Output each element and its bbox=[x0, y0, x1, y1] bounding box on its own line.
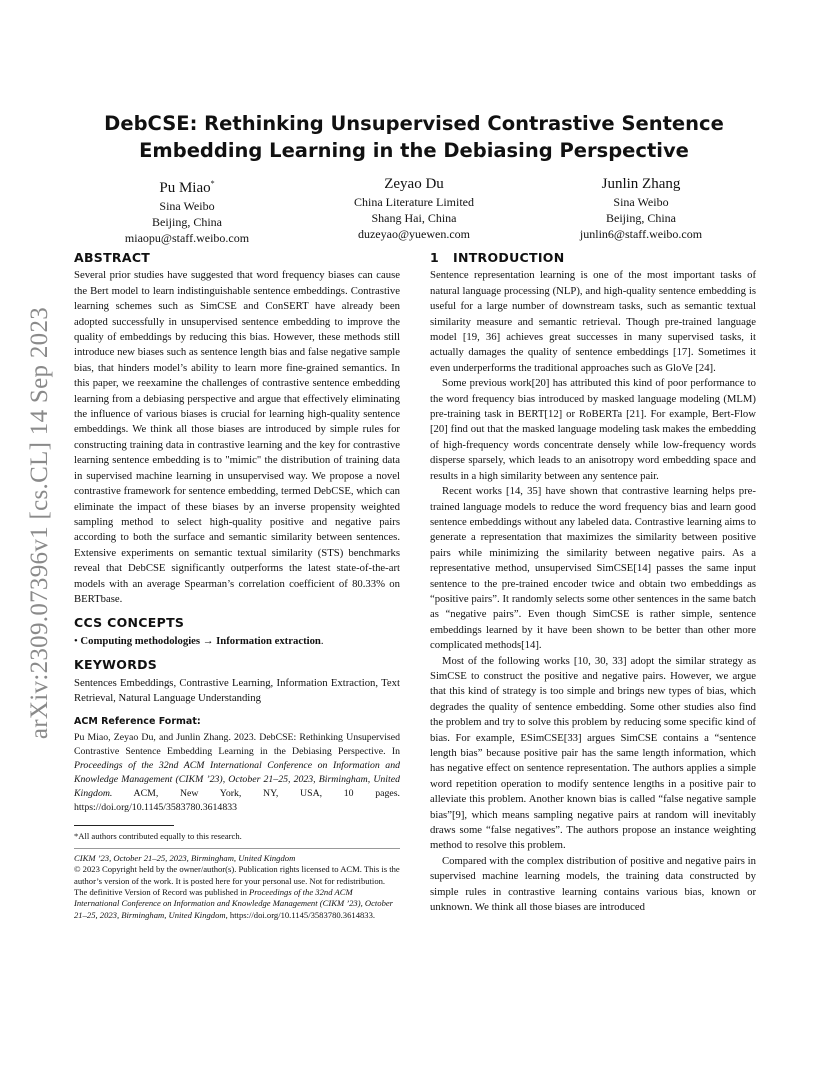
intro-paragraph-4: Most of the following works [10, 30, 33] adopt the similar strategy as SimCSE to construct the positive and negative pairs. However, we argue that this kind of strategy is too simple and brings new types of bias, which degrades the quality of sentence embedding. Some other studies also find the problem and try to solve this problem by reducing some specific kind of bias. For example, ESimCSE[33] argues SimCSE contains a “sentence length bias” because positive pair has the same length information, which has negative effect on sentence representation. The authors applies a simple word repetition operation to modify sentence lengths in a positive pair to alleviate this problem. Another known bias is called “false negative sample bias”[9], which means sampling negative pairs at random will inevitably draws some “false negatives”. The authors propose an instance weighting method to resolve this problem. bbox=[430, 654, 756, 852]
intro-paragraph-2: Some previous work[20] has attributed this kind of poor performance to the word frequency bias introduced by masked language modeling (MLM) pre-training task in BERT[12] or RoBERTa [21]. For example, Bert-Flow [20] find out that the masked language modeling task makes the embedding of high-frequency words concentrate densely while low-frequency words disperse sparsely, which leads to an anisotropy word embedding space and results in a high similarity between any sentence pair. bbox=[430, 377, 756, 482]
author-3-email[interactable]: junlin6@staff.weibo.com bbox=[579, 227, 703, 241]
paper-title bbox=[74, 110, 754, 164]
introduction-heading: 1 INTRODUCTION bbox=[430, 250, 565, 265]
copyright-block: CIKM ’23, October 21–25, 2023, Birmingham, United Kingdom © 2023 Copyright held by the owner/author(s). Publication rights licensed to ACM. This is the author’s version of the work. It is posted here for your personal use. Not for redistribution. The definitive Version of Record was published in Proceedings of the 32nd ACM International Conference on Information and Knowledge Management (CIKM ’23), October 21–25, 2023, Birmingham, United Kingdom, https://doi.org/10.1145/3583780.3614833. bbox=[74, 848, 400, 921]
acm-reference-heading: ACM Reference Format: bbox=[74, 716, 201, 728]
arxiv-watermark: arXiv:2309.07396v1 [cs.CL] 14 Sep 2023 bbox=[26, 306, 53, 740]
left-column bbox=[74, 250, 400, 921]
author-1: Pu Miao* Sina Weibo Beijing, China miaopu@staff.weibo.com bbox=[74, 174, 300, 246]
intro-paragraph-1: Sentence representation learning is one of the most important tasks of natural language processing (NLP), and high-quality sentence embedding is useful for a large number of downstream tasks, such as semantic textual similarity measure and semantic retrieval. Though pre-trained language model [19, 36] achieves great successes in many supervised tasks, it actually damages the quality of sentence embeddings [17]. Sometimes it even underperforms the traditional approaches such as GloVe [24]. bbox=[430, 269, 756, 374]
footnote: *All authors contributed equally to this research. bbox=[74, 830, 242, 841]
right-column bbox=[430, 250, 756, 915]
author-2-email[interactable]: duzeyao@yuewen.com bbox=[357, 227, 470, 241]
keywords-heading: KEYWORDS bbox=[74, 657, 158, 673]
abstract-text: Several prior studies have suggested that word frequency biases can cause the Bert model to learn indistinguishable sentence embeddings. Contrastive learning schemes such as SimCSE and ConSERT have already been adopted successfully in unsupervised sentence embedding to improve the quality of embeddings by reducing this bias. However, these methods still introduce new biases such as sentence length bias and false negative sample bias, that hinders model’s ability to learn more fine-grained semantics. In this paper, we reexamine the challenges of contrastive sentence embedding learning from a debiasing perspective and argue that effectively eliminating the influence of various biases is crucial for learning high-quality sentence embeddings. We think all those biases are introduced by simple rules for constructing training data in contrastive learning and the key for contrastive learning sentence embedding is to "mimic" the distribution of training data in supervised machine learning in unsupervised way. We propose a novel contrastive framework for sentence embedding, termed DebCSE, which can eliminate the impact of these biases by an inverse propensity weighted sampling method to select high-quality positive and negative pairs according to both the surface and semantic similarity between sentences. Extensive experiments on semantic textual similarity (STS) benchmarks reveal that DebCSE significantly outperforms the latest state-of-the-art models with an average Spearman’s correlation coefficient of 80.33% on BERTbase. bbox=[74, 269, 400, 605]
author-1-email[interactable]: miaopu@staff.weibo.com bbox=[124, 231, 250, 245]
keywords-text: Sentences Embeddings, Contrastive Learning, Information Extraction, Text Retrieval, Natural Language Understanding bbox=[74, 676, 400, 704]
abstract-heading: ABSTRACT bbox=[74, 250, 151, 265]
footnote-rule bbox=[74, 825, 174, 826]
author-3: Junlin Zhang Sina Weibo Beijing, China junlin6@staff.weibo.com bbox=[528, 174, 754, 242]
title-line-1: DebCSE: Rethinking Unsupervised Contrastive Sentence bbox=[104, 112, 724, 135]
author-2: Zeyao Du China Literature Limited Shang Hai, China duzeyao@yuewen.com bbox=[301, 174, 527, 242]
acm-reference-text: Pu Miao, Zeyao Du, and Junlin Zhang. 2023. DebCSE: Rethinking Unsupervised Contrastive Sentence Embedding Learning in the Debiasing Perspective. In Proceedings of the 32nd ACM International Conference on Information and Knowledge Management (CIKM ’23), October 21–25, 2023, Birmingham, United Kingdom. ACM, New York, NY, USA, 10 pages. https://doi.org/10.1145/3583780.3614833 bbox=[74, 731, 400, 813]
intro-paragraph-3: Recent works [14, 35] have shown that contrastive learning helps pre-trained language models to reduce the word frequency bias and learn good sentence embeddings without any labeled data. Contrastive learning aims to generate a representation that maximizes the similarity between positive pairs while minimizing the similarity between negative pairs. As a representative method, unsupervised SimCSE[14] passes the same input sentence to the pre-trained encoder twice and obtain two embeddings as “positive pairs”. It randomly selects some other sentences in the same batch as “negative pairs”. Even though SimCSE is rather simple, sentence embeddings learned by it have been shown to be better than other more complicated methods[14]. bbox=[430, 485, 756, 652]
ccs-heading: CCS CONCEPTS bbox=[74, 615, 185, 631]
ccs-concepts: • Computing methodologies → Information extraction. bbox=[74, 634, 324, 647]
title-line-2: Embedding Learning in the Debiasing Perspective bbox=[139, 139, 689, 162]
author-block bbox=[74, 174, 754, 244]
intro-paragraph-5: Compared with the complex distribution of positive and negative pairs in supervised machine learning models, the training data constructed by simple rules in contrastive learning contains various bias, known or unknown. We think all those biases are introduced bbox=[430, 854, 756, 914]
